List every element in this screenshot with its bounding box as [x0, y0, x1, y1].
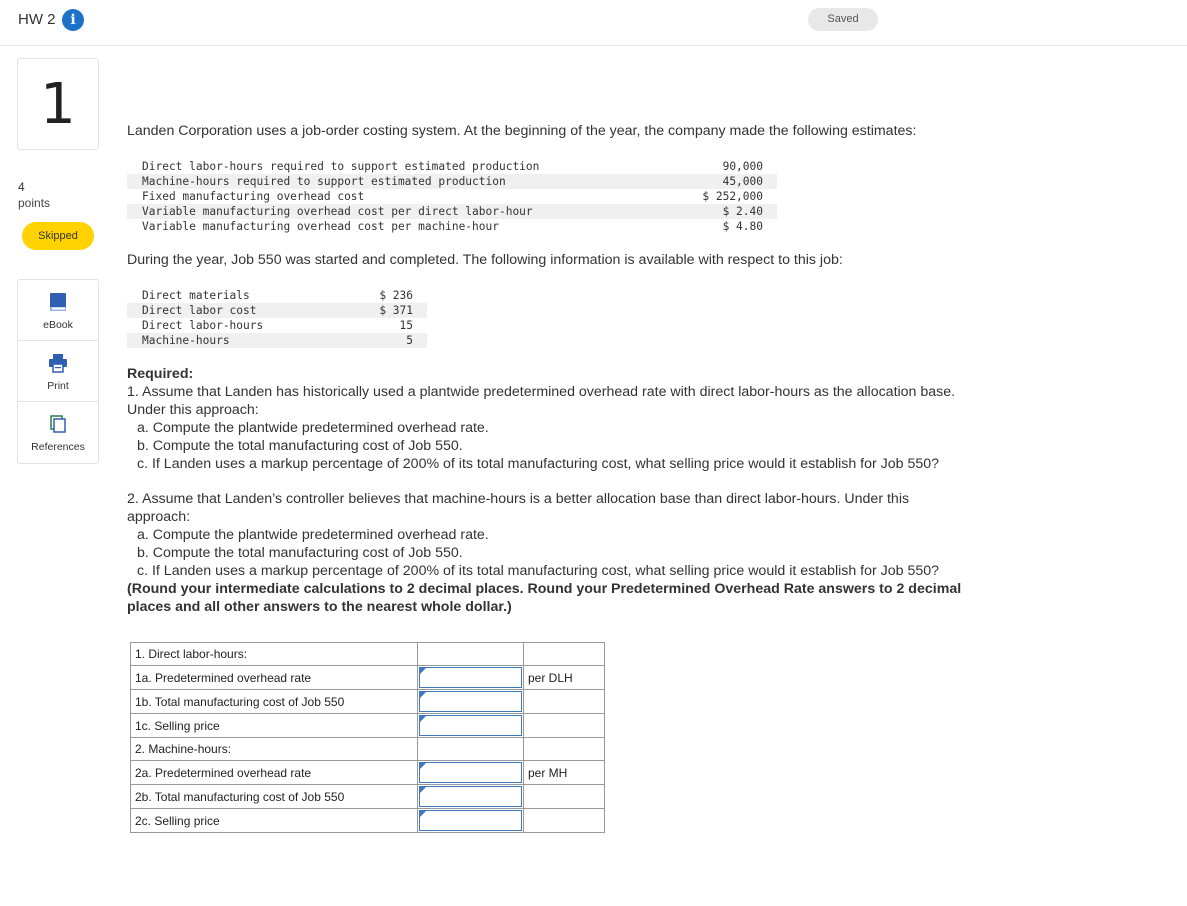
- table-row: [127, 204, 777, 219]
- answer-1b-input[interactable]: [419, 691, 522, 712]
- table-row: [127, 288, 427, 303]
- estimate-label: Variable manufacturing overhead cost per machine-hour: [142, 220, 499, 233]
- ebook-button[interactable]: [18, 280, 98, 341]
- printer-icon: [48, 353, 68, 373]
- table-row: [127, 189, 777, 204]
- estimate-value: $ 4.80: [722, 220, 763, 233]
- answer-section-label: 2. Machine-hours:: [131, 738, 418, 761]
- table-row: [131, 785, 605, 809]
- rounding-instruction-line2: places and all other answers to the nearest whole dollar.): [127, 599, 512, 615]
- references-button[interactable]: [18, 402, 98, 463]
- req1-b: b. Compute the total manufacturing cost of Job 550.: [137, 438, 463, 454]
- job-table: [127, 288, 427, 348]
- answer-2a-input[interactable]: [419, 762, 522, 783]
- estimate-value: $ 2.40: [680, 204, 777, 219]
- job-label: Machine-hours: [127, 333, 355, 348]
- table-row: [127, 318, 427, 333]
- answer-1a-input[interactable]: [419, 667, 522, 688]
- req2-line2: approach:: [127, 509, 191, 525]
- print-label: Print: [47, 380, 69, 392]
- job-value: $ 371: [355, 303, 427, 318]
- answer-label: 2c. Selling price: [131, 809, 418, 833]
- job-label: Direct labor-hours: [142, 319, 264, 332]
- points-label: points: [18, 196, 51, 210]
- points-value: 4: [18, 180, 25, 194]
- answer-1c-input[interactable]: [419, 715, 522, 736]
- table-row: [131, 761, 605, 785]
- estimate-value: 45,000: [680, 174, 777, 189]
- table-row: [131, 714, 605, 738]
- req1-line2: Under this approach:: [127, 402, 259, 418]
- book-icon: [48, 292, 68, 312]
- question-number-box: [17, 58, 99, 150]
- job-value: 15: [399, 319, 413, 332]
- table-row: [131, 738, 605, 761]
- answer-2b-input[interactable]: [419, 786, 522, 807]
- table-row: [131, 666, 605, 690]
- req2-line1: 2. Assume that Landen’s controller believes that machine-hours is a better allocation base than direct labor-hours. Under this: [127, 491, 910, 507]
- table-row: [131, 643, 605, 666]
- table-row: [127, 159, 777, 174]
- estimate-label: Variable manufacturing overhead cost per direct labor-hour: [127, 204, 680, 219]
- required-heading: Required:: [127, 366, 194, 382]
- question-number: 1: [40, 72, 76, 137]
- answer-unit: per DLH: [524, 666, 605, 690]
- answer-label: 2b. Total manufacturing cost of Job 550: [131, 785, 418, 809]
- header-bar: [0, 0, 1187, 46]
- references-label: References: [31, 441, 85, 453]
- answer-label: 1b. Total manufacturing cost of Job 550: [131, 690, 418, 714]
- req2-c: c. If Landen uses a markup percentage of 200% of its total manufacturing cost, what selling price would it establish for Job 550?: [137, 563, 940, 579]
- job-value: 5: [355, 333, 427, 348]
- estimate-value: 90,000: [722, 160, 763, 173]
- print-button[interactable]: [18, 341, 98, 402]
- requirements: [127, 365, 1057, 616]
- answer-label: 1c. Selling price: [131, 714, 418, 738]
- during-text: During the year, Job 550 was started and completed. The following information is available with respect to this job:: [127, 252, 843, 268]
- req1-c: c. If Landen uses a markup percentage of 200% of its total manufacturing cost, what selling price would it establish for Job 550?: [137, 456, 940, 472]
- table-row: [131, 809, 605, 833]
- answer-label: 1a. Predetermined overhead rate: [131, 666, 418, 690]
- table-row: [127, 174, 777, 189]
- req1-line1: 1. Assume that Landen has historically used a plantwide predetermined overhead rate with direct labor-hours as the allocation base.: [127, 384, 956, 400]
- table-row: [127, 333, 427, 348]
- tool-panel: [17, 279, 99, 464]
- req1-a: a. Compute the plantwide predetermined overhead rate.: [137, 420, 489, 436]
- estimates-table: [127, 159, 777, 234]
- answer-2c-input[interactable]: [419, 810, 522, 831]
- job-label: Direct materials: [142, 289, 250, 302]
- req2-a: a. Compute the plantwide predetermined overhead rate.: [137, 527, 489, 543]
- intro-text: Landen Corporation uses a job-order costing system. At the beginning of the year, the company made the following estimates:: [127, 123, 917, 139]
- answer-label: 2a. Predetermined overhead rate: [131, 761, 418, 785]
- estimate-label: Direct labor-hours required to support estimated production: [142, 160, 540, 173]
- status-badge: Skipped: [22, 222, 94, 250]
- answer-section-label: 1. Direct labor-hours:: [131, 643, 418, 666]
- req2-b: b. Compute the total manufacturing cost of Job 550.: [137, 545, 463, 561]
- table-row: [131, 690, 605, 714]
- table-row: [127, 219, 777, 234]
- job-label: Direct labor cost: [127, 303, 355, 318]
- table-row: [127, 303, 427, 318]
- rounding-instruction-line1: (Round your intermediate calculations to 2 decimal places. Round your Predetermined Overhead Rate answers to 2 decimal: [127, 581, 962, 597]
- assignment-title: HW 2: [18, 11, 56, 28]
- estimate-value: $ 252,000: [702, 190, 763, 203]
- estimate-label: Fixed manufacturing overhead cost: [142, 190, 365, 203]
- saved-status: Saved: [808, 8, 878, 31]
- ebook-label: eBook: [43, 319, 73, 331]
- references-icon: [48, 414, 68, 434]
- answer-unit: per MH: [524, 761, 605, 785]
- estimate-label: Machine-hours required to support estimated production: [127, 174, 680, 189]
- answer-table: [130, 642, 605, 833]
- job-value: $ 236: [379, 289, 413, 302]
- info-icon[interactable]: i: [62, 9, 84, 31]
